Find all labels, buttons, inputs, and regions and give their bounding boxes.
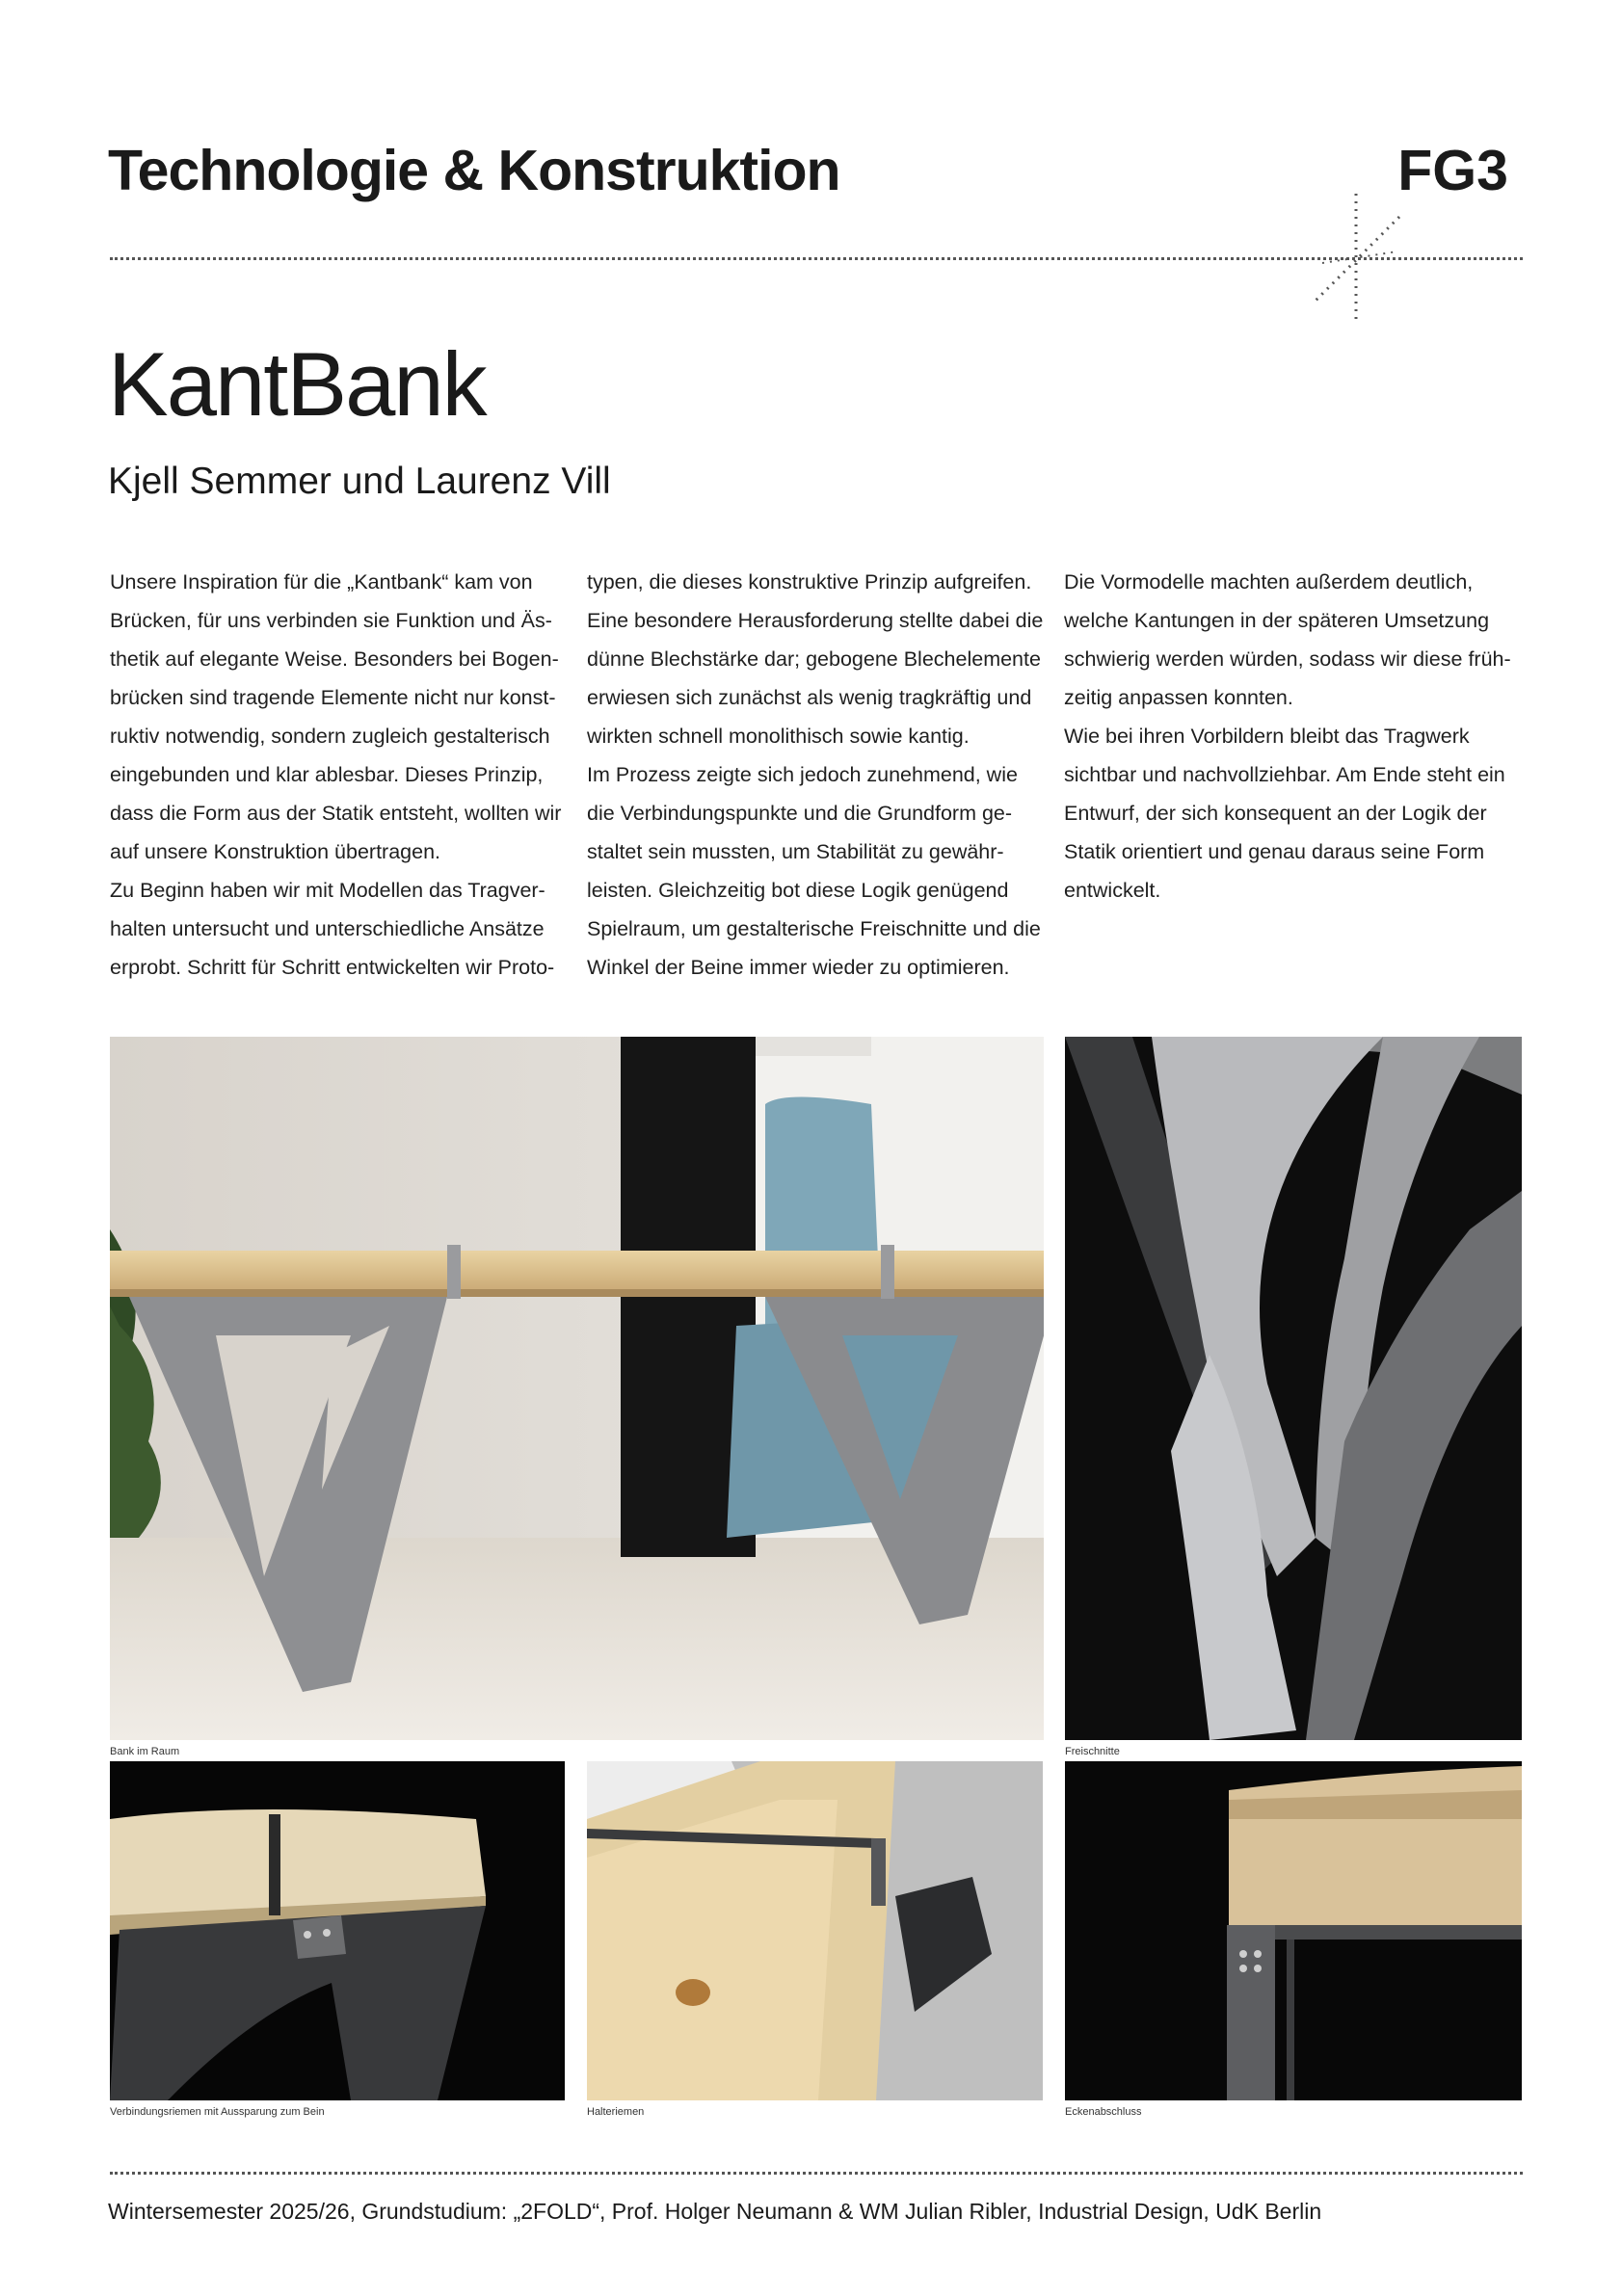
- text-line: welche Kantungen in der späteren Umsetzung: [1064, 609, 1490, 632]
- text-line: die Verbindungspunkte und die Grundform ge-: [587, 802, 1013, 825]
- text-line: erwiesen sich zunächst als wenig tragkräftig und: [587, 686, 1032, 709]
- text-line: sichtbar und nachvollziehbar. Am Ende steht ein: [1064, 763, 1505, 786]
- page-header-title: Technologie & Konstruktion: [108, 139, 840, 202]
- text-line: auf unsere Konstruktion übertragen.: [110, 840, 441, 863]
- text-line: Spielraum, um gestalterische Freischnitte und die: [587, 917, 1041, 940]
- caption-strap: Halteriemen: [587, 2106, 645, 2118]
- text-line: Eine besondere Herausforderung stellte dabei die: [587, 609, 1044, 632]
- project-authors: Kjell Semmer und Laurenz Vill: [108, 461, 611, 502]
- text-line: Statik orientiert und genau daraus seine Form: [1064, 840, 1485, 863]
- text-line: thetik auf elegante Weise. Besonders bei Bogen-: [110, 647, 559, 671]
- text-column-2: [587, 563, 1042, 987]
- text-line: schwierig werden würden, sodass wir diese früh-: [1064, 647, 1511, 671]
- photo-bench-in-room: [110, 1037, 1044, 1740]
- text-line: Winkel der Beine immer wieder zu optimieren.: [587, 956, 1010, 979]
- text-line: dünne Blechstärke dar; gebogene Blechelemente: [587, 647, 1041, 671]
- text-line: Entwurf, der sich konsequent an der Logik der: [1064, 802, 1487, 825]
- text-line: ruktiv notwendig, sondern zugleich gestalterisch: [110, 725, 550, 748]
- text-line: halten untersucht und unterschiedliche Ansätze: [110, 917, 545, 940]
- course-code: FG3: [1397, 139, 1508, 202]
- text-line: typen, die dieses konstruktive Prinzip aufgreifen.: [587, 570, 1032, 594]
- text-line: leisten. Gleichzeitig bot diese Logik genügend: [587, 879, 1009, 902]
- caption-strap-leg: Verbindungsriemen mit Aussparung zum Bein: [110, 2106, 325, 2118]
- text-line: erprobt. Schritt für Schritt entwickelten wir Proto-: [110, 956, 555, 979]
- footer-credits: Wintersemester 2025/26, Grundstudium: „2FOLD“, Prof. Holger Neumann & WM Julian Ribler, Industrial Design, UdK Berlin: [108, 2199, 1322, 2224]
- text-line: Zu Beginn haben wir mit Modellen das Tragver-: [110, 879, 545, 902]
- text-line: dass die Form aus der Statik entsteht, wollten wir: [110, 802, 562, 825]
- project-title: KantBank: [108, 333, 486, 435]
- photo-strap: [587, 1761, 1043, 2100]
- photo-cutout: [1065, 1037, 1522, 1740]
- text-line: entwickelt.: [1064, 879, 1161, 902]
- text-line: brücken sind tragende Elemente nicht nur konst-: [110, 686, 556, 709]
- caption-bench-in-room: Bank im Raum: [110, 1746, 180, 1757]
- text-column-3: [1064, 563, 1519, 910]
- caption-cutout: Freischnitte: [1065, 1746, 1120, 1757]
- text-line: staltet sein mussten, um Stabilität zu gewähr-: [587, 840, 1004, 863]
- text-line: Unsere Inspiration für die „Kantbank“ kam von: [110, 570, 533, 594]
- caption-corner: Eckenabschluss: [1065, 2106, 1142, 2118]
- text-line: wirkten schnell monolithisch sowie kantig.: [587, 725, 970, 748]
- text-line: Im Prozess zeigte sich jedoch zunehmend, wie: [587, 763, 1018, 786]
- text-column-1: [110, 563, 565, 987]
- text-line: Die Vormodelle machten außerdem deutlich,: [1064, 570, 1474, 594]
- photo-strap-leg: [110, 1761, 565, 2100]
- text-line: Brücken, für uns verbinden sie Funktion und Äs-: [110, 609, 552, 632]
- dotted-star-icon: [1303, 188, 1409, 328]
- text-line: zeitig anpassen konnten.: [1064, 686, 1293, 709]
- bottom-divider: [110, 2172, 1523, 2175]
- text-line: Wie bei ihren Vorbildern bleibt das Tragwerk: [1064, 725, 1470, 748]
- text-line: eingebunden und klar ablesbar. Dieses Prinzip,: [110, 763, 544, 786]
- photo-corner: [1065, 1761, 1522, 2100]
